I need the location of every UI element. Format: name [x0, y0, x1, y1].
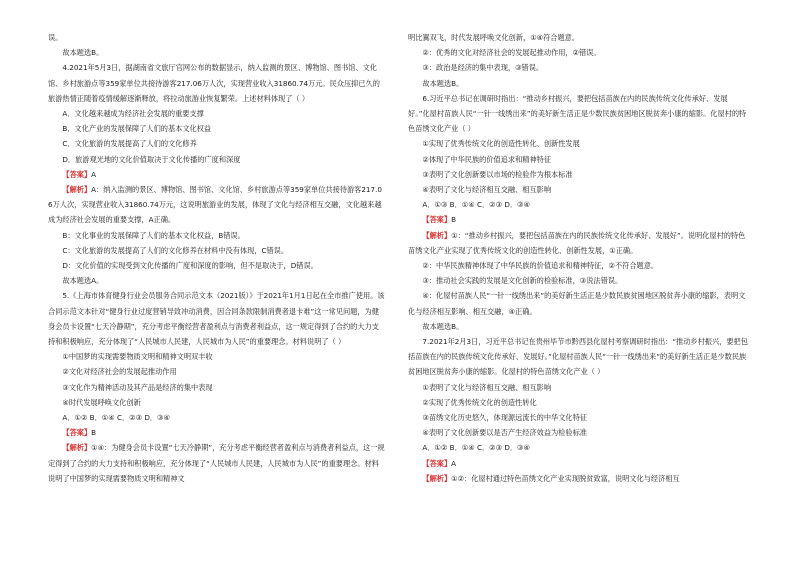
option-line: ①表明了文化与经济相互交融、相互影响	[422, 382, 552, 392]
option-line: A．①② B．①④ C．②③ D．③④	[422, 443, 530, 453]
option-line: ①实现了优秀传统文化的创造性转化、创新性发展	[422, 139, 580, 149]
answer-line	[48, 167, 386, 182]
paragraph-text: A	[451, 458, 457, 468]
answer-tag: 【解析】	[62, 443, 92, 453]
option-line: D．旅游观光地的文化价值取决于文化传播的广度和深度	[62, 154, 241, 164]
analysis-paragraph	[48, 440, 386, 486]
paragraph: B：文化事业的发展保障了人们的基本文化权益，B错误。	[62, 230, 245, 240]
option-line: A．文化越来越成为经济社会发展的重要支撑	[62, 109, 204, 119]
analysis-paragraph	[48, 182, 386, 228]
paragraph: 故本题选B。	[422, 78, 464, 88]
paragraph: C：文化旅游的发展提高了人们的文化修养在材料中没有体现，C错误。	[62, 245, 289, 255]
paragraph-text: ①②：化屋村通过特色苗绣文化产业实现脱贫致富，说明文化与经济相互	[451, 473, 680, 483]
answer-tag: 【答案】	[422, 215, 452, 225]
paragraph-text: B	[451, 215, 457, 225]
analysis-paragraph	[408, 228, 748, 258]
paragraph-text: A	[91, 169, 97, 179]
option-line: B．文化产业的发展保障了人们的基本文化权益	[62, 124, 212, 134]
answer-tag: 【答案】	[62, 169, 92, 179]
option-line: C．文化旅游的发展提高了人们的文化修养	[62, 139, 197, 149]
answer-tag: 【答案】	[62, 428, 92, 438]
paragraph-text: ①④：为健身会员卡设置“七天冷静期”，充分考虑平衡经营者盈利点与消费者利益点，这一规定得到了合约的大力支持和积极响应，充分体现了“人民城市人民建，人民城市为人民”的重要理念。材料说明了中国梦的实现需要物质文明和精神文	[48, 443, 385, 483]
answer-tag: 【答案】	[422, 458, 452, 468]
paragraph-text: ①：“推动乡村振兴，要把包括苗族在内的民族传统文化传承好、发展好”。说明化屋村的特色苗绣文化产业实现了优秀传统文化的创造性转化、创新性发展，①正确。	[408, 230, 746, 255]
option-line: ④表明了文化与经济相互交融、相互影响	[422, 185, 552, 195]
option-line: A．①③ B．①④ C．②③ D．③④	[422, 200, 530, 210]
paragraph: 5.《上海市体育健身行业会员服务合同示范文本（2021版）》于2021年1月1日起在全市推广使用。该合同示范文本针对“健身行业过度营销导致冲动消费，因合同条款限制消费者退卡难”这一常见问题，为健身会员卡设置“七天冷静期”，充分考虑平衡经营者盈利点与消费者利益点，这一规定得到了合约的大力支持和积极响应，充分体现了“人民城市人民建，人民城市为人民”的重要理念。材料说明了（ ）	[48, 291, 385, 347]
option-line: ③表明了文化创新要以市场的检验作为根本标准	[422, 169, 573, 179]
paragraph: ②：中华民族精神体现了中华民族的价值追求和精神特征，②不符合题意。	[422, 261, 659, 271]
paragraph: 6.习近平总书记在调研时指出：“推动乡村振兴，要把包括苗族在内的民族传统文化传承好、发展好。”化屋村苗族人民“一针一线绣出来”的美好新生活正是少数民族贫困地区脱贫奔小康的缩影。化屋村的特色苗绣文化产业（ ）	[408, 93, 747, 134]
answer-tag: 【解析】	[422, 230, 452, 240]
paragraph: 明比翼双飞，时代发展呼唤文化创新，①④符合题意。	[408, 33, 580, 42]
option-line: ④表明了文化创新要以是否产生经济效益为检验标准	[422, 428, 587, 438]
option-line: ③文化作为精神活动及其产品是经济的集中表现	[62, 382, 213, 392]
answer-line	[48, 425, 386, 440]
option-line: ①中国梦的实现需要物质文明和精神文明双丰收	[62, 352, 213, 362]
option-line: ③苗绣文化历史悠久，体现源远流长的中华文化特征	[422, 413, 587, 423]
paragraph: 故本题选A。	[62, 276, 104, 286]
paragraph: 4.2021年5月3日，据湖南省文旅厅官网公布的数据显示，纳入监测的景区、博物馆、图书馆、文化馆、乡村旅游点等359家单位共接待游客217.06万人次，实现营业收入31860.74万元。民众压抑已久的旅游热情正随着疫情缓解逐渐释放，将拉动旅游业恢复繁荣。上述材料体现了（ ）	[48, 63, 380, 103]
option-line: ②体现了中华民族的价值追求和精神特征	[422, 154, 552, 164]
paragraph-text: A：纳入监测的景区、博物馆、图书馆、文化馆、乡村旅游点等359家单位共接待游客217.06万人次，实现营业收入31860.74万元，这说明旅游业的发展，体现了文化与经济相互交融，文化越来越成为经济社会发展的重要支撑，A正确。	[48, 185, 382, 225]
paragraph-text: B	[91, 428, 97, 438]
paragraph: 故本题选B。	[62, 48, 104, 58]
paragraph: ③：推动社会实践的发展是文化创新的检验标准，③说法错误。	[422, 276, 623, 286]
left-column	[48, 30, 386, 486]
paragraph: D：文化价值的实现受到文化传播的广度和深度的影响，但不是取决于，D错误。	[62, 261, 318, 271]
right-column	[408, 30, 748, 486]
answer-line	[408, 212, 748, 227]
option-line: ④时代发展呼唤文化创新	[62, 397, 141, 407]
paragraph: 误。	[48, 33, 63, 42]
paragraph: ②：优秀的文化对经济社会的发展起推动作用，②错误。	[422, 48, 601, 58]
paragraph: ③：政治是经济的集中表现，③错误。	[422, 63, 544, 73]
answer-tag: 【解析】	[62, 185, 92, 195]
paragraph: ④：化屋村苗族人民“一针一线绣出来”的美好新生活正是少数民族贫困地区脱贫奔小康的缩影，表明文化与经济相互影响、相互交融，④正确。	[408, 291, 746, 316]
paragraph: 故本题选B。	[422, 321, 464, 331]
paragraph: 7.2021年2月3日，习近平总书记在贵州毕节市黔西县化屋村考察调研时指出：“推动乡村振兴，要把包括苗族在内的民族传统文化传承好、发展好。”化屋村苗族人民“一针一线绣出来”的美好新生活正是少数民族贫困地区脱贫奔小康的缩影。化屋村的特色苗绣文化产业（ ）	[408, 337, 748, 377]
answer-tag: 【解析】	[422, 473, 452, 483]
option-line: A．①② B．①④ C．②③ D．③④	[62, 413, 170, 423]
option-line: ②文化对经济社会的发展起推动作用	[62, 367, 177, 377]
analysis-paragraph	[408, 471, 748, 486]
option-line: ②实现了优秀传统文化的创造性转化	[422, 397, 537, 407]
answer-line	[408, 456, 748, 471]
